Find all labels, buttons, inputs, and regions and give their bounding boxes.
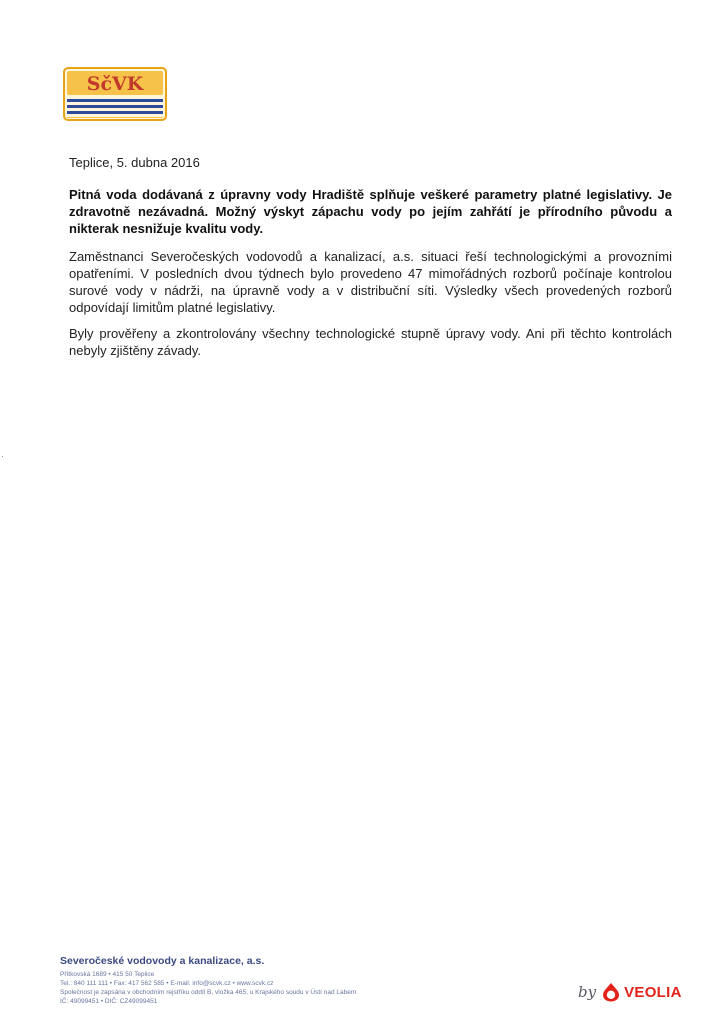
footer-contact: Tel.: 840 111 111 • Fax: 417 562 585 • E-mail: info@scvk.cz • www.scvk.cz [60,980,274,987]
veolia-name: VEOLIA [624,983,682,1001]
body-paragraph-measures: Zaměstnanci Severočeských vodovodů a kanalizací, a.s. situaci řeší technologickými a provozními opatřeními. V posledních dvou týdnech bylo provedeno 47 mimořádných rozborů počínaje kontrolou surové vody v nádrži, na úpravně vody a v distribuční síti. Výsledky všech provedených rozborů odpovídají limitům platné legislativy. [69,249,672,315]
scvk-logo-icon [63,67,167,121]
footer-ids: IČ: 49099451 • DIČ: CZ49099451 [60,998,158,1005]
veolia-brand [578,980,682,1004]
logo-letters: SčVK [86,73,144,95]
scvk-logo [63,67,167,121]
footer-registry: Společnost je zapsána v obchodním rejstříku oddíl B, vložka 465, u Krajského soudu v Ústí nad Labem [60,989,357,996]
veolia-drop-icon [601,982,621,1002]
letter-date: Teplice, 5. dubna 2016 [69,155,200,170]
footer-address: Přítkovská 1689 • 415 50 Teplice [60,971,155,978]
veolia-by: by [578,983,597,1001]
body-paragraph-inspection: Byly prověřeny a zkontrolovány všechny technologické stupně úpravy vody. Ani při těchto kontrolách nebyly zjištěny závady. [69,326,672,358]
scan-speck [2,456,3,457]
lead-paragraph: Pitná voda dodávaná z úpravny vody Hradiště splňuje veškeré parametry platné legislativy. Je zdravotně nezávadná. Možný výskyt zápachu vody po jejím zahřátí je přírodního původu a nikterak nesnižuje kvalitu vody. [69,187,672,236]
footer-company-info [60,955,356,1006]
footer-company-name: Severočeské vodovody a kanalizace, a.s. [60,955,265,967]
